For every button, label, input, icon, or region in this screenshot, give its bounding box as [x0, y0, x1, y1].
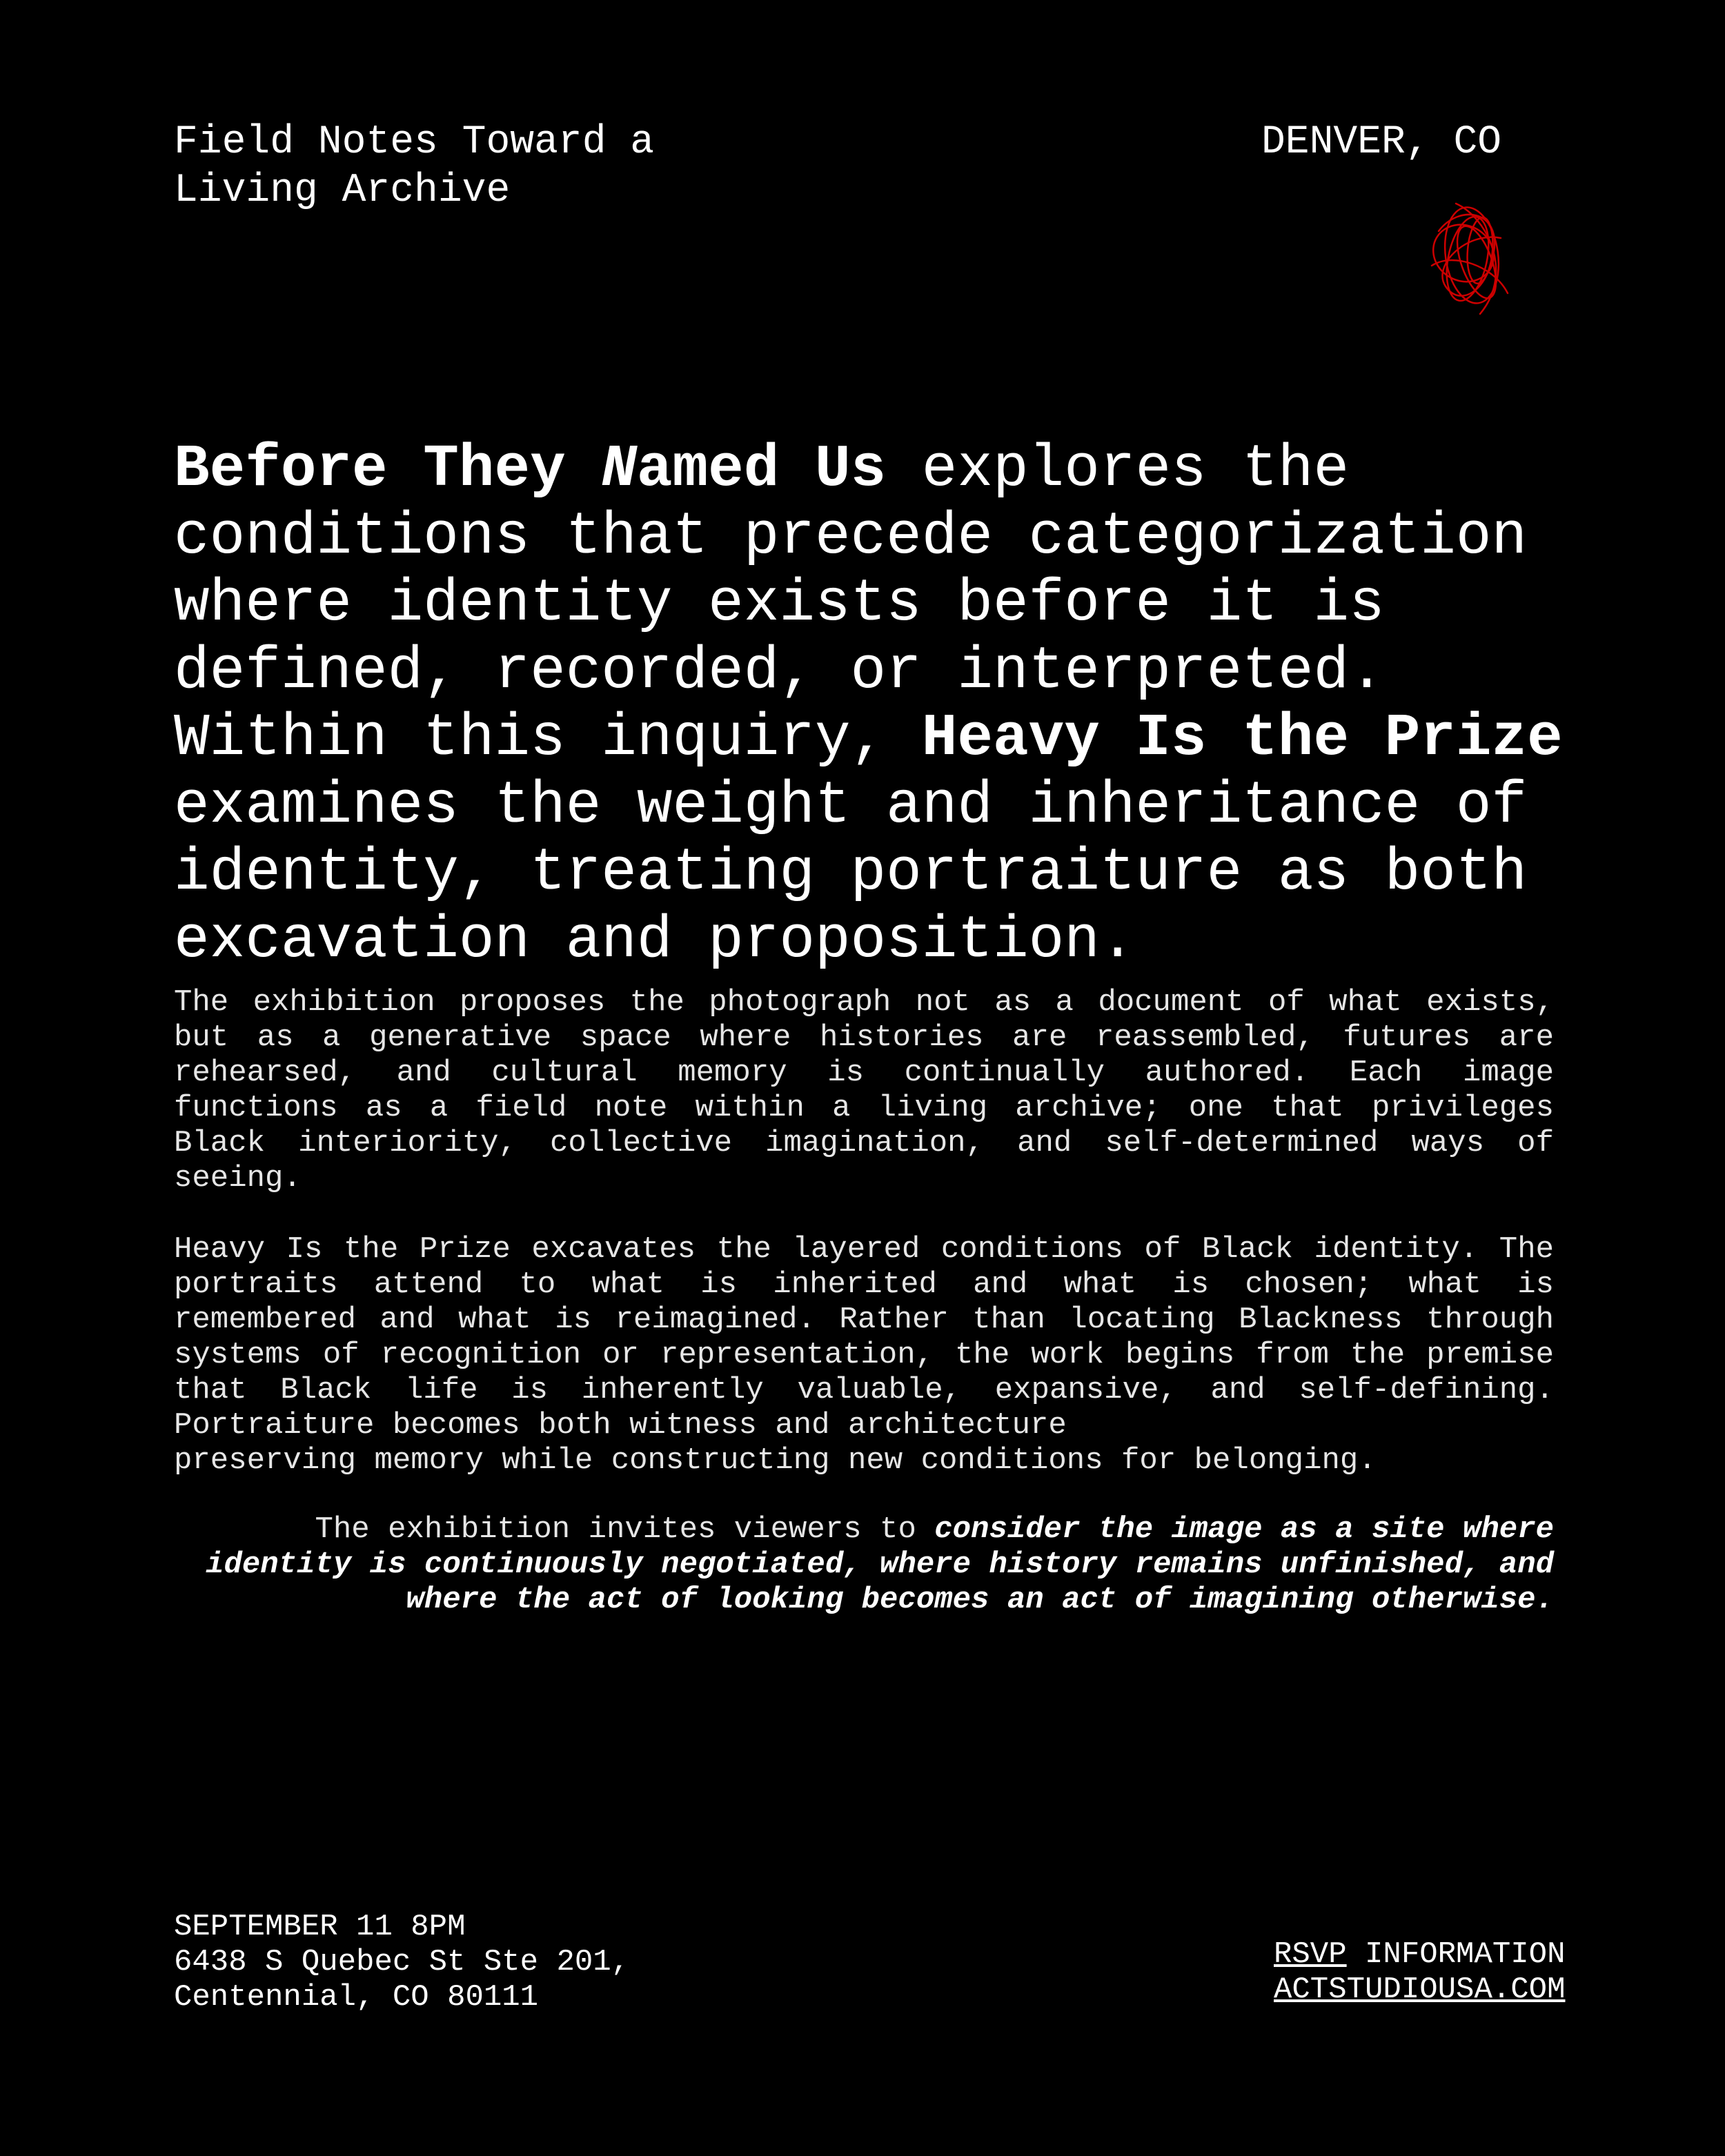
lead-statement: [174, 436, 1595, 974]
red-scribble-icon: [1418, 190, 1521, 328]
body-paragraph-1: The exhibition proposes the photograph not as a document of what exists, but as a generative space where histories are reassembled, futures are rehearsed, and cultural memory is continually authored. Each image functions as a field note within a living archive; one that privileges Black interiority, collective imagination, and self-determined ways of seeing.: [174, 985, 1554, 1196]
location-label: DENVER, CO: [1261, 120, 1502, 165]
closing-intro: The exhibition invites viewers to: [315, 1512, 935, 1547]
header-title: [174, 119, 654, 215]
title-line-2: Living Archive: [174, 168, 511, 213]
closing-statement: [174, 1512, 1554, 1618]
rsvp-line: RSVP INFORMATION: [1274, 1937, 1566, 1972]
event-address-line-1: 6438 S Quebec St Ste 201,: [174, 1945, 630, 1979]
closing-emphasis: consider the image as a site where identity is continuously negotiated, where history remains unfinished, and where the act of looking becomes an act of imagining otherwise.: [206, 1512, 1554, 1617]
body-paragraph-2: Heavy Is the Prize excavates the layered conditions of Black identity. The portraits attend to what is inherited and what is chosen; what is remembered and what is reimagined. Rather than locating Blackness through systems of recognition or representation, the work begins from the premise that Black life is inherently valuable, expansive, and self-defining. Portraiture becomes both witness and architecture preserving memory while constructing new conditions for belonging.: [174, 1232, 1554, 1478]
lead-text-1: explores the conditions that precede categorization where identity exists before it is defined, recorded, or interpreted. Within this inquiry,: [174, 435, 1528, 772]
website-link[interactable]: ACTSTUDIOUSA.COM: [1274, 1972, 1566, 2007]
event-address-line-2: Centennial, CO 80111: [174, 1980, 539, 2015]
event-details: [174, 1910, 629, 2015]
event-date: SEPTEMBER 11 8PM: [174, 1910, 466, 1944]
lead-text-2: examines the weight and inheritance of identity, treating portraiture as both excavation and proposition.: [174, 771, 1528, 974]
exhibition-title-before-they-named-us: Before They Named Us: [174, 435, 887, 503]
title-line-1: Field Notes Toward a: [174, 120, 655, 165]
exhibition-title-heavy-is-the-prize: Heavy Is the Prize: [921, 704, 1563, 772]
rsvp-block: [1274, 1937, 1565, 2008]
rsvp-link[interactable]: RSVP: [1274, 1937, 1347, 1972]
